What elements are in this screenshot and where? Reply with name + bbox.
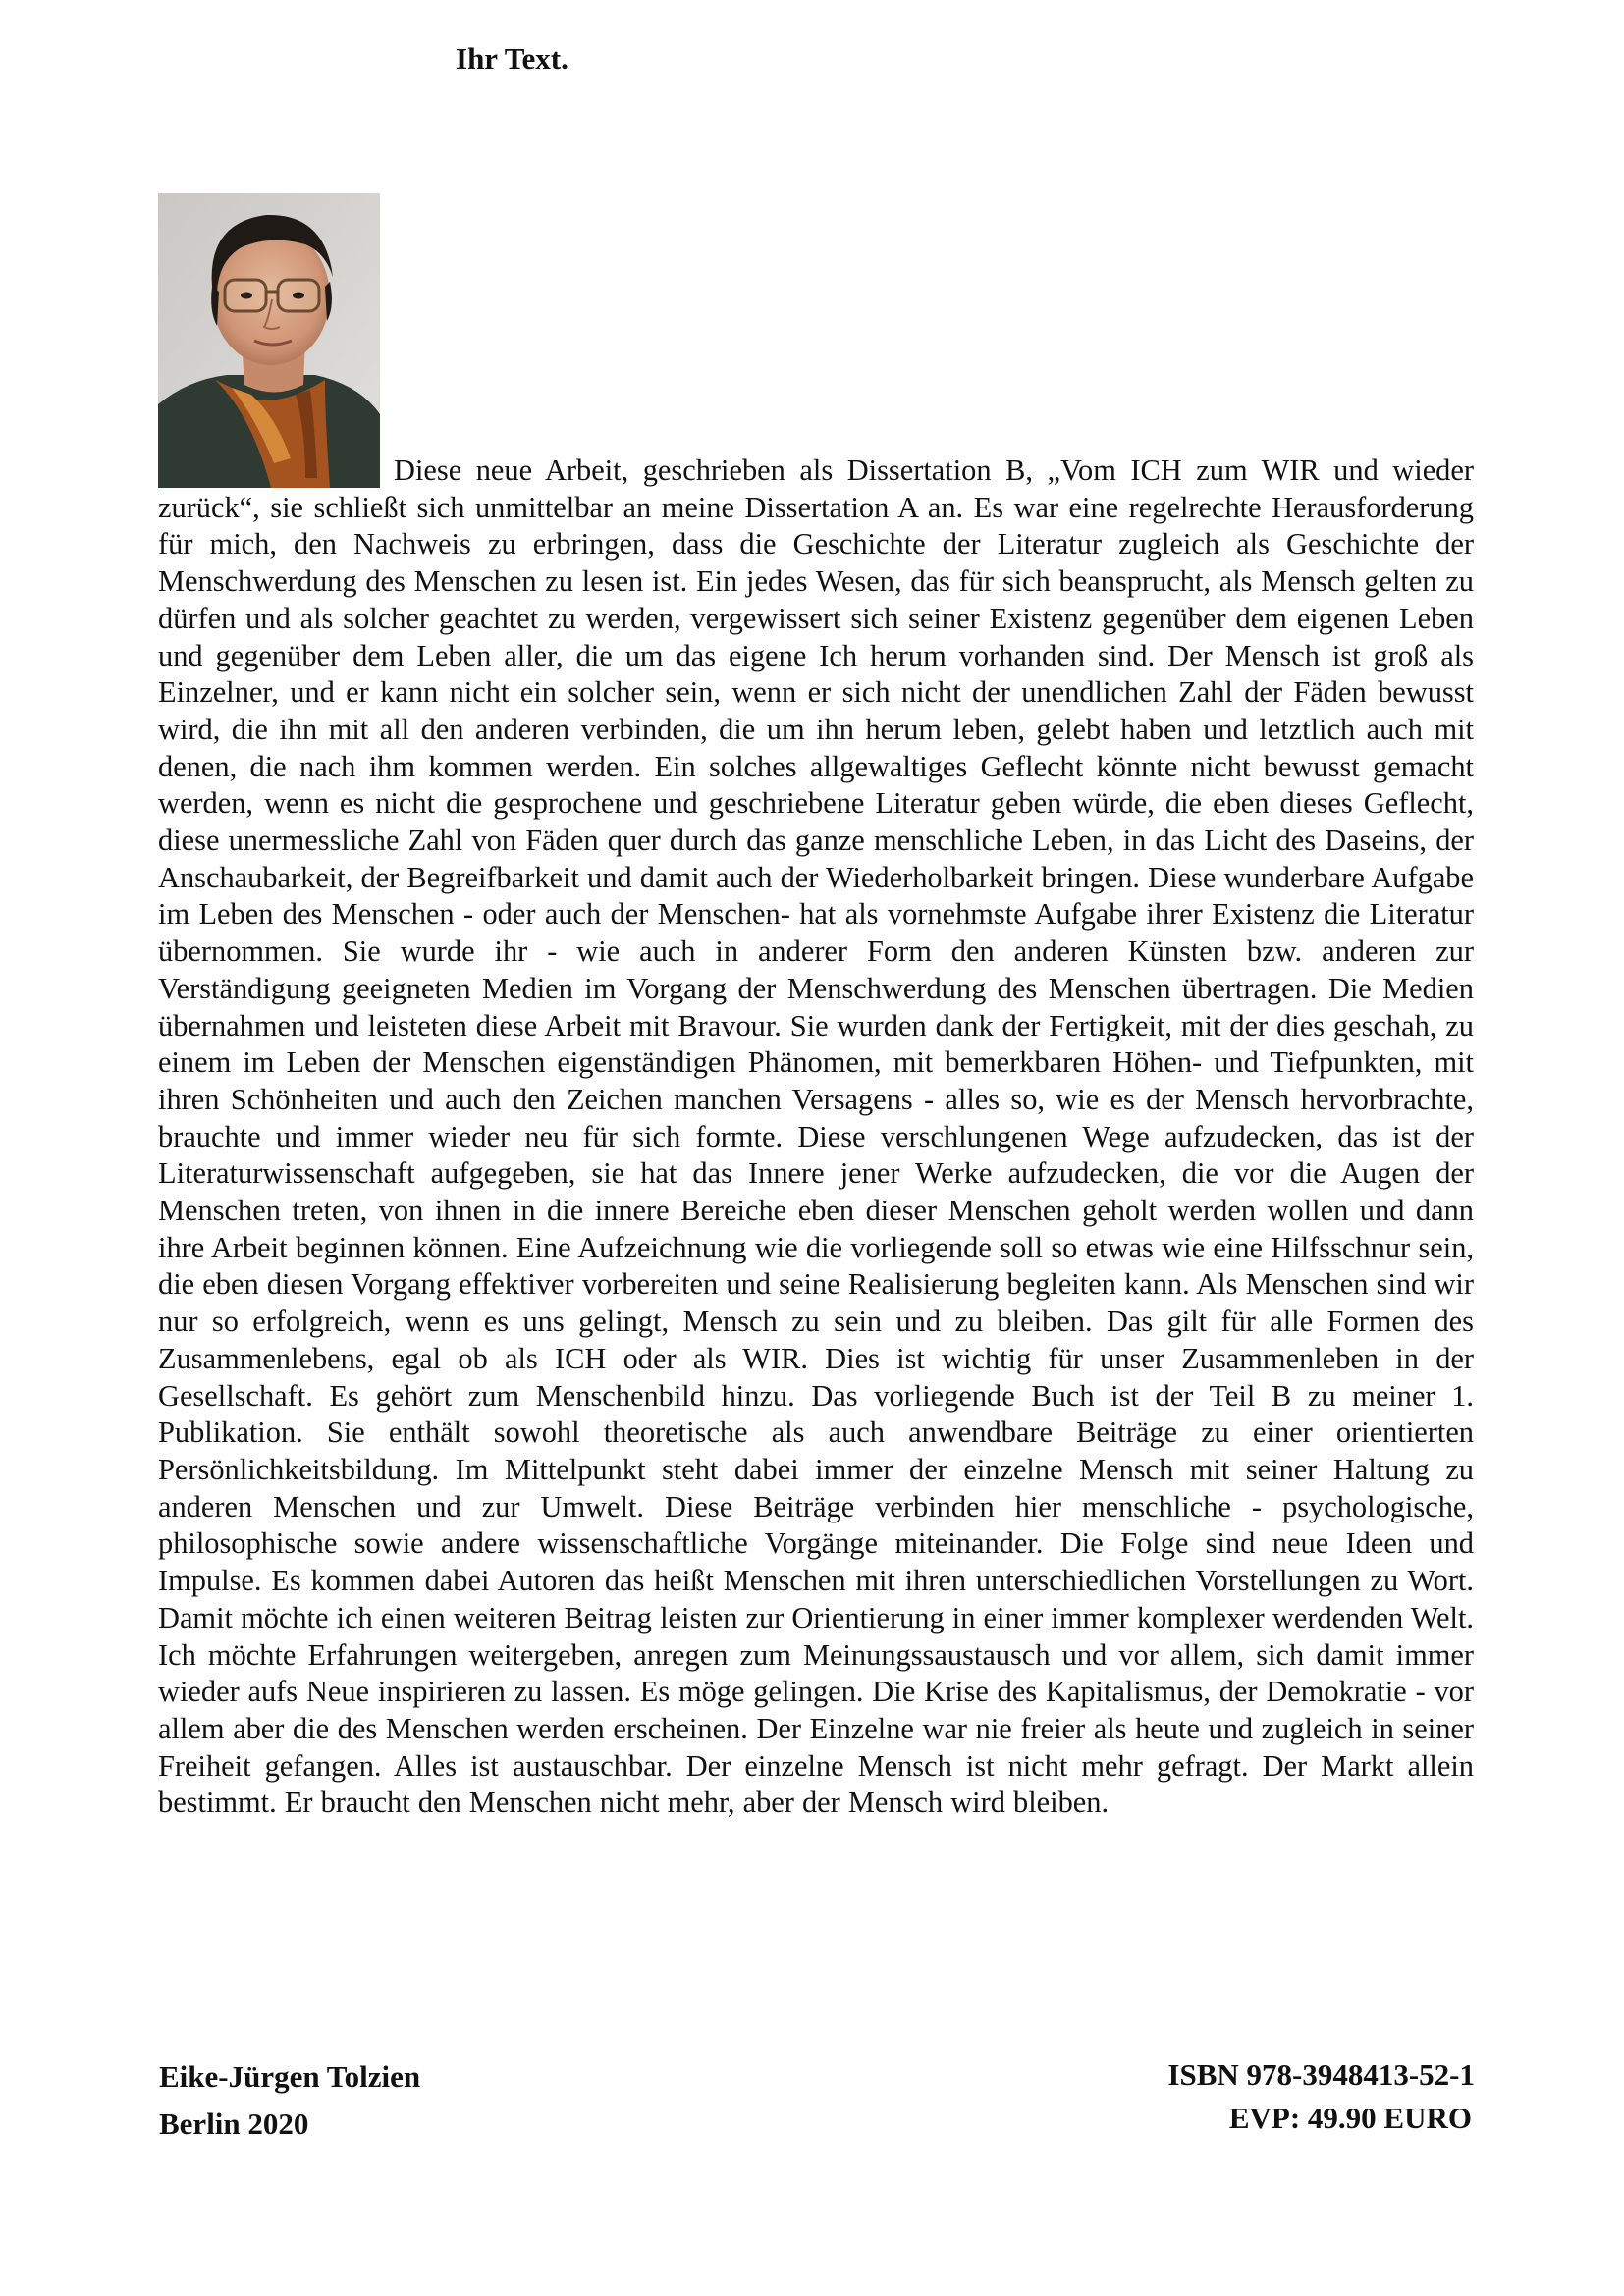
author-name: Eike-Jürgen Tolzien: [159, 2059, 421, 2094]
author-portrait: [158, 193, 380, 488]
place-year: Berlin 2020: [159, 2107, 309, 2141]
isbn: ISBN 978-3948413-52-1: [1167, 2057, 1475, 2092]
main-content: [158, 193, 1474, 1822]
book-info-footer: [1167, 2054, 1475, 2140]
author-footer: [159, 2054, 420, 2148]
body-text: Diese neue Arbeit, geschrieben als Dissertation B, „Vom ICH zum WIR und wieder zurück“, sie schließt sich unmittelbar an meine Dissertation A an. Es war eine regelrechte Herausforderung für mich, den Nachweis zu erbringen, dass die Geschichte der Literatur zugleich als Geschichte der Menschwerdung des Menschen zu lesen ist. Ein jedes Wesen, das für sich beansprucht, als Mensch gelten zu dürfen und als solcher geachtet zu werden, vergewissert sich seiner Existenz gegenüber dem eigenen Leben und gegenüber dem Leben aller, die um das eigene Ich herum vorhanden sind. Der Mensch ist groß als Einzelner, und er kann nicht ein solcher sein, wenn er sich nicht der unendlichen Zahl der Fäden bewusst wird, die ihn mit all den anderen verbinden, die um ihn herum leben, gelebt haben und letztlich auch mit denen, die nach ihm kommen werden. Ein solches allgewaltiges Geflecht könnte nicht bewusst gemacht werden, wenn es nicht die gesprochene und geschriebene Literatur geben würde, die eben dieses Geflecht, diese unermessliche Zahl von Fäden quer durch das ganze menschliche Leben, in das Licht des Daseins, der Anschaubarkeit, der Begreifbarkeit und damit auch der Wiederholbarkeit bringen. Diese wunderbare Aufgabe im Leben des Menschen - oder auch der Menschen- hat als vornehmste Aufgabe ihrer Existenz die Literatur übernommen. Sie wurde ihr - wie auch in anderer Form den anderen Künsten bzw. anderen zur Verständigung geeigneten Medien im Vorgang der Menschwerdung des Menschen übertragen. Die Medien übernahmen und leisteten diese Arbeit mit Bravour. Sie wurden dank der Fertigkeit, mit der dies geschah, zu einem im Leben der Menschen eigenständigen Phänomen, mit bemerkbaren Höhen- und Tiefpunkten, mit ihren Schönheiten und auch den Zeichen manchen Versagens - alles so, wie es der Mensch hervorbrachte, brauchte und immer wieder neu für sich formte. Diese verschlungenen Wege aufzudecken, das ist der Literaturwissenschaft aufgegeben, sie hat das Innere jener Werke aufzudecken, die vor die Augen der Menschen treten, von ihnen in die innere Bereiche eben dieser Menschen geholt werden wollen und dann ihre Arbeit beginnen können. Eine Aufzeichnung wie die vorliegende soll so etwas wie eine Hilfsschnur sein, die eben diesen Vorgang effektiver vorbereiten und seine Realisierung begleiten kann. Als Menschen sind wir nur so erfolgreich, wenn es uns gelingt, Mensch zu sein und zu bleiben. Das gilt für alle Formen des Zusammenlebens, egal ob als ICH oder als WIR. Dies ist wichtig für unser Zusammenleben in der Gesellschaft. Es gehört zum Menschenbild hinzu. Das vorliegende Buch ist der Teil B zu meiner 1. Publikation. Sie enthält sowohl theoretische als auch anwendbare Beiträge zu einer orientierten Persönlichkeitsbildung. Im Mittelpunkt steht dabei immer der einzelne Mensch mit seiner Haltung zu anderen Menschen und zur Umwelt. Diese Beiträge verbinden hier menschliche - psychologische, philosophische sowie andere wissenschaftliche Vorgänge miteinander. Die Folge sind neue Ideen und Impulse. Es kommen dabei Autoren das heißt Menschen mit ihren unterschiedlichen Vorstellungen zu Wort. Damit möchte ich einen weiteren Beitrag leisten zur Orientierung in einer immer komplexer werdenden Welt. Ich möchte Erfahrungen weitergeben, anregen zum Meinungssaustausch und vor allem, sich damit immer wieder aufs Neue inspirieren zu lassen. Es möge gelingen. Die Krise des Kapitalismus, der Demokratie - vor allem aber die des Menschen werden erscheinen. Der Einzelne war nie freier als heute und zugleich in seiner Freiheit gefangen. Alles ist austauschbar. Der einzelne Mensch ist nicht mehr gefragt. Der Markt allein bestimmt. Er braucht den Menschen nicht mehr, aber der Mensch wird bleiben.: [158, 454, 1474, 1820]
price: EVP: 49.90 EURO: [1228, 2101, 1472, 2135]
page-heading: Ihr Text.: [456, 41, 568, 76]
